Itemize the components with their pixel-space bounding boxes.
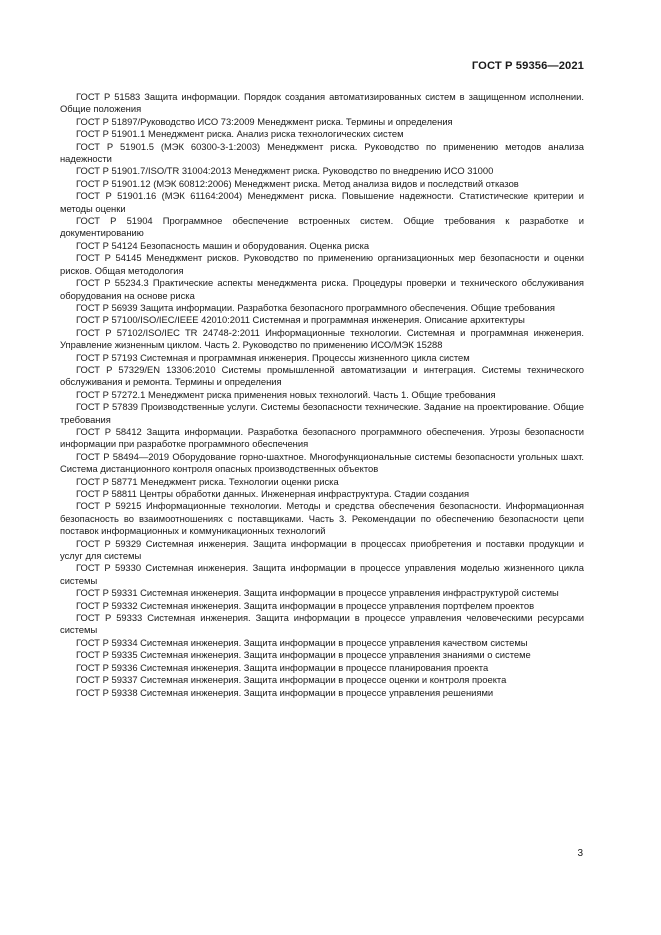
reference-entry: ГОСТ Р 59337 Системная инженерия. Защита информации в процессе оценки и контроля проекта — [76, 674, 507, 686]
reference-entry: ГОСТ Р 57839 Производственные услуги. Системы безопасности технические. Задание на проектирование. Общие требования — [60, 401, 584, 425]
reference-entry: ГОСТ Р 51904 Программное обеспечение встроенных систем. Общие требования к разработке и документированию — [60, 215, 584, 239]
reference-entry: ГОСТ Р 59336 Системная инженерия. Защита информации в процессе планирования проекта — [76, 661, 489, 673]
document-number-header: ГОСТ Р 59356—2021 — [471, 60, 584, 72]
reference-entry: ГОСТ Р 51901.12 (МЭК 60812:2006) Менеджмент риска. Метод анализа видов и последствий отказов — [76, 177, 519, 189]
reference-entry: ГОСТ Р 58811 Центры обработки данных. Инженерная инфраструктура. Стадии создания — [76, 488, 470, 499]
reference-entry: ГОСТ Р 59331 Системная инженерия. Защита информации в процессе управления инфраструктурой системы — [76, 587, 559, 599]
reference-entry: ГОСТ Р 59330 Системная инженерия. Защита информации в процессе управления моделью жизненного цикла системы — [60, 562, 584, 586]
reference-entry: ГОСТ Р 57329/EN 13306:2010 Системы промышленной автоматизации и интеграция. Системы технического обслуживания и ремонта. Термины и определения — [60, 363, 584, 388]
reference-entry: ГОСТ Р 51901.1 Менеджмент риска. Анализ риска технологических систем — [76, 128, 404, 140]
reference-entry: ГОСТ Р 57193 Системная и программная инженерия. Процессы жизненного цикла систем — [76, 351, 470, 363]
reference-entry: ГОСТ Р 51901.5 (МЭК 60300-3-1:2003) Менеджмент риска. Руководство по применению методов анализа надежности — [60, 140, 584, 165]
reference-entry: ГОСТ Р 55234.3 Практические аспекты менеджмента риска. Процедуры проверки и технического обслуживания оборудования на основе риска — [60, 277, 584, 301]
reference-entry: ГОСТ Р 57102/ISO/IEC TR 24748-2:2011 Информационные технологии. Системная и программная инженерия. Управление жизненным циклом. Часть 2. Руководство по применению ИСО/МЭК 15288 — [60, 326, 584, 351]
reference-entry: ГОСТ Р 59334 Системная инженерия. Защита информации в процессе управления качеством системы — [76, 636, 528, 648]
reference-entry: ГОСТ Р 57100/ISO/IEC/IEEE 42010:2011 Системная и программная инженерия. Описание архитектуры — [76, 314, 525, 326]
reference-entry: ГОСТ Р 59332 Системная инженерия. Защита информации в процессе управления портфелем проектов — [76, 599, 535, 611]
references-list — [60, 91, 584, 699]
reference-entry: ГОСТ Р 58494—2019 Оборудование горно-шахтное. Многофункциональные системы безопасности угольных шахт. Система дистанционного контроля опасных производственных объектов — [60, 450, 584, 475]
reference-entry: ГОСТ Р 58771 Менеджмент риска. Технологии оценки риска — [76, 475, 339, 487]
reference-entry: ГОСТ Р 51583 Защита информации. Порядок создания автоматизированных систем в защищенном исполнении. Общие положения — [60, 91, 584, 115]
reference-entry: ГОСТ Р 51897/Руководство ИСО 73:2009 Менеджмент риска. Термины и определения — [76, 115, 453, 127]
reference-entry: ГОСТ Р 59338 Системная инженерия. Защита информации в процессе управления решениями — [76, 686, 494, 698]
page-number: 3 — [577, 848, 583, 859]
reference-entry: ГОСТ Р 59333 Системная инженерия. Защита информации в процессе управления человеческими ресурсами системы — [60, 612, 584, 636]
reference-entry: ГОСТ Р 59329 Системная инженерия. Защита информации в процессах приобретения и поставки продукции и услуг для системы — [60, 537, 584, 562]
reference-entry: ГОСТ Р 57272.1 Менеджмент риска применения новых технологий. Часть 1. Общие требования — [76, 388, 496, 400]
reference-entry: ГОСТ Р 51901.16 (МЭК 61164:2004) Менеджмент риска. Повышение надежности. Статистические критерии и методы оценки — [60, 190, 584, 214]
reference-entry: ГОСТ Р 54124 Безопасность машин и оборудования. Оценка риска — [76, 239, 370, 251]
reference-entry: ГОСТ Р 54145 Менеджмент рисков. Руководство по применению организационных мер безопасности и оценки рисков. Общая методология — [60, 252, 584, 276]
reference-entry: ГОСТ Р 59215 Информационные технологии. Методы и средства обеспечения безопасности. Информационная безопасность во взаимоотношениях с поставщиками. Часть 3. Рекомендации по обеспечению безопасности цепи поставок информационных и коммуникационных технологий — [60, 500, 584, 537]
reference-entry: ГОСТ Р 56939 Защита информации. Разработка безопасного программного обеспечения. Общие требования — [76, 301, 555, 313]
reference-entry: ГОСТ Р 59335 Системная инженерия. Защита информации в процессе управления знаниями о системе — [76, 649, 531, 661]
reference-entry: ГОСТ Р 51901.7/ISO/TR 31004:2013 Менеджмент риска. Руководство по внедрению ИСО 31000 — [76, 165, 494, 177]
reference-entry: ГОСТ Р 58412 Защита информации. Разработка безопасного программного обеспечения. Угрозы безопасности информации при разработке программного обеспечения — [60, 425, 584, 450]
